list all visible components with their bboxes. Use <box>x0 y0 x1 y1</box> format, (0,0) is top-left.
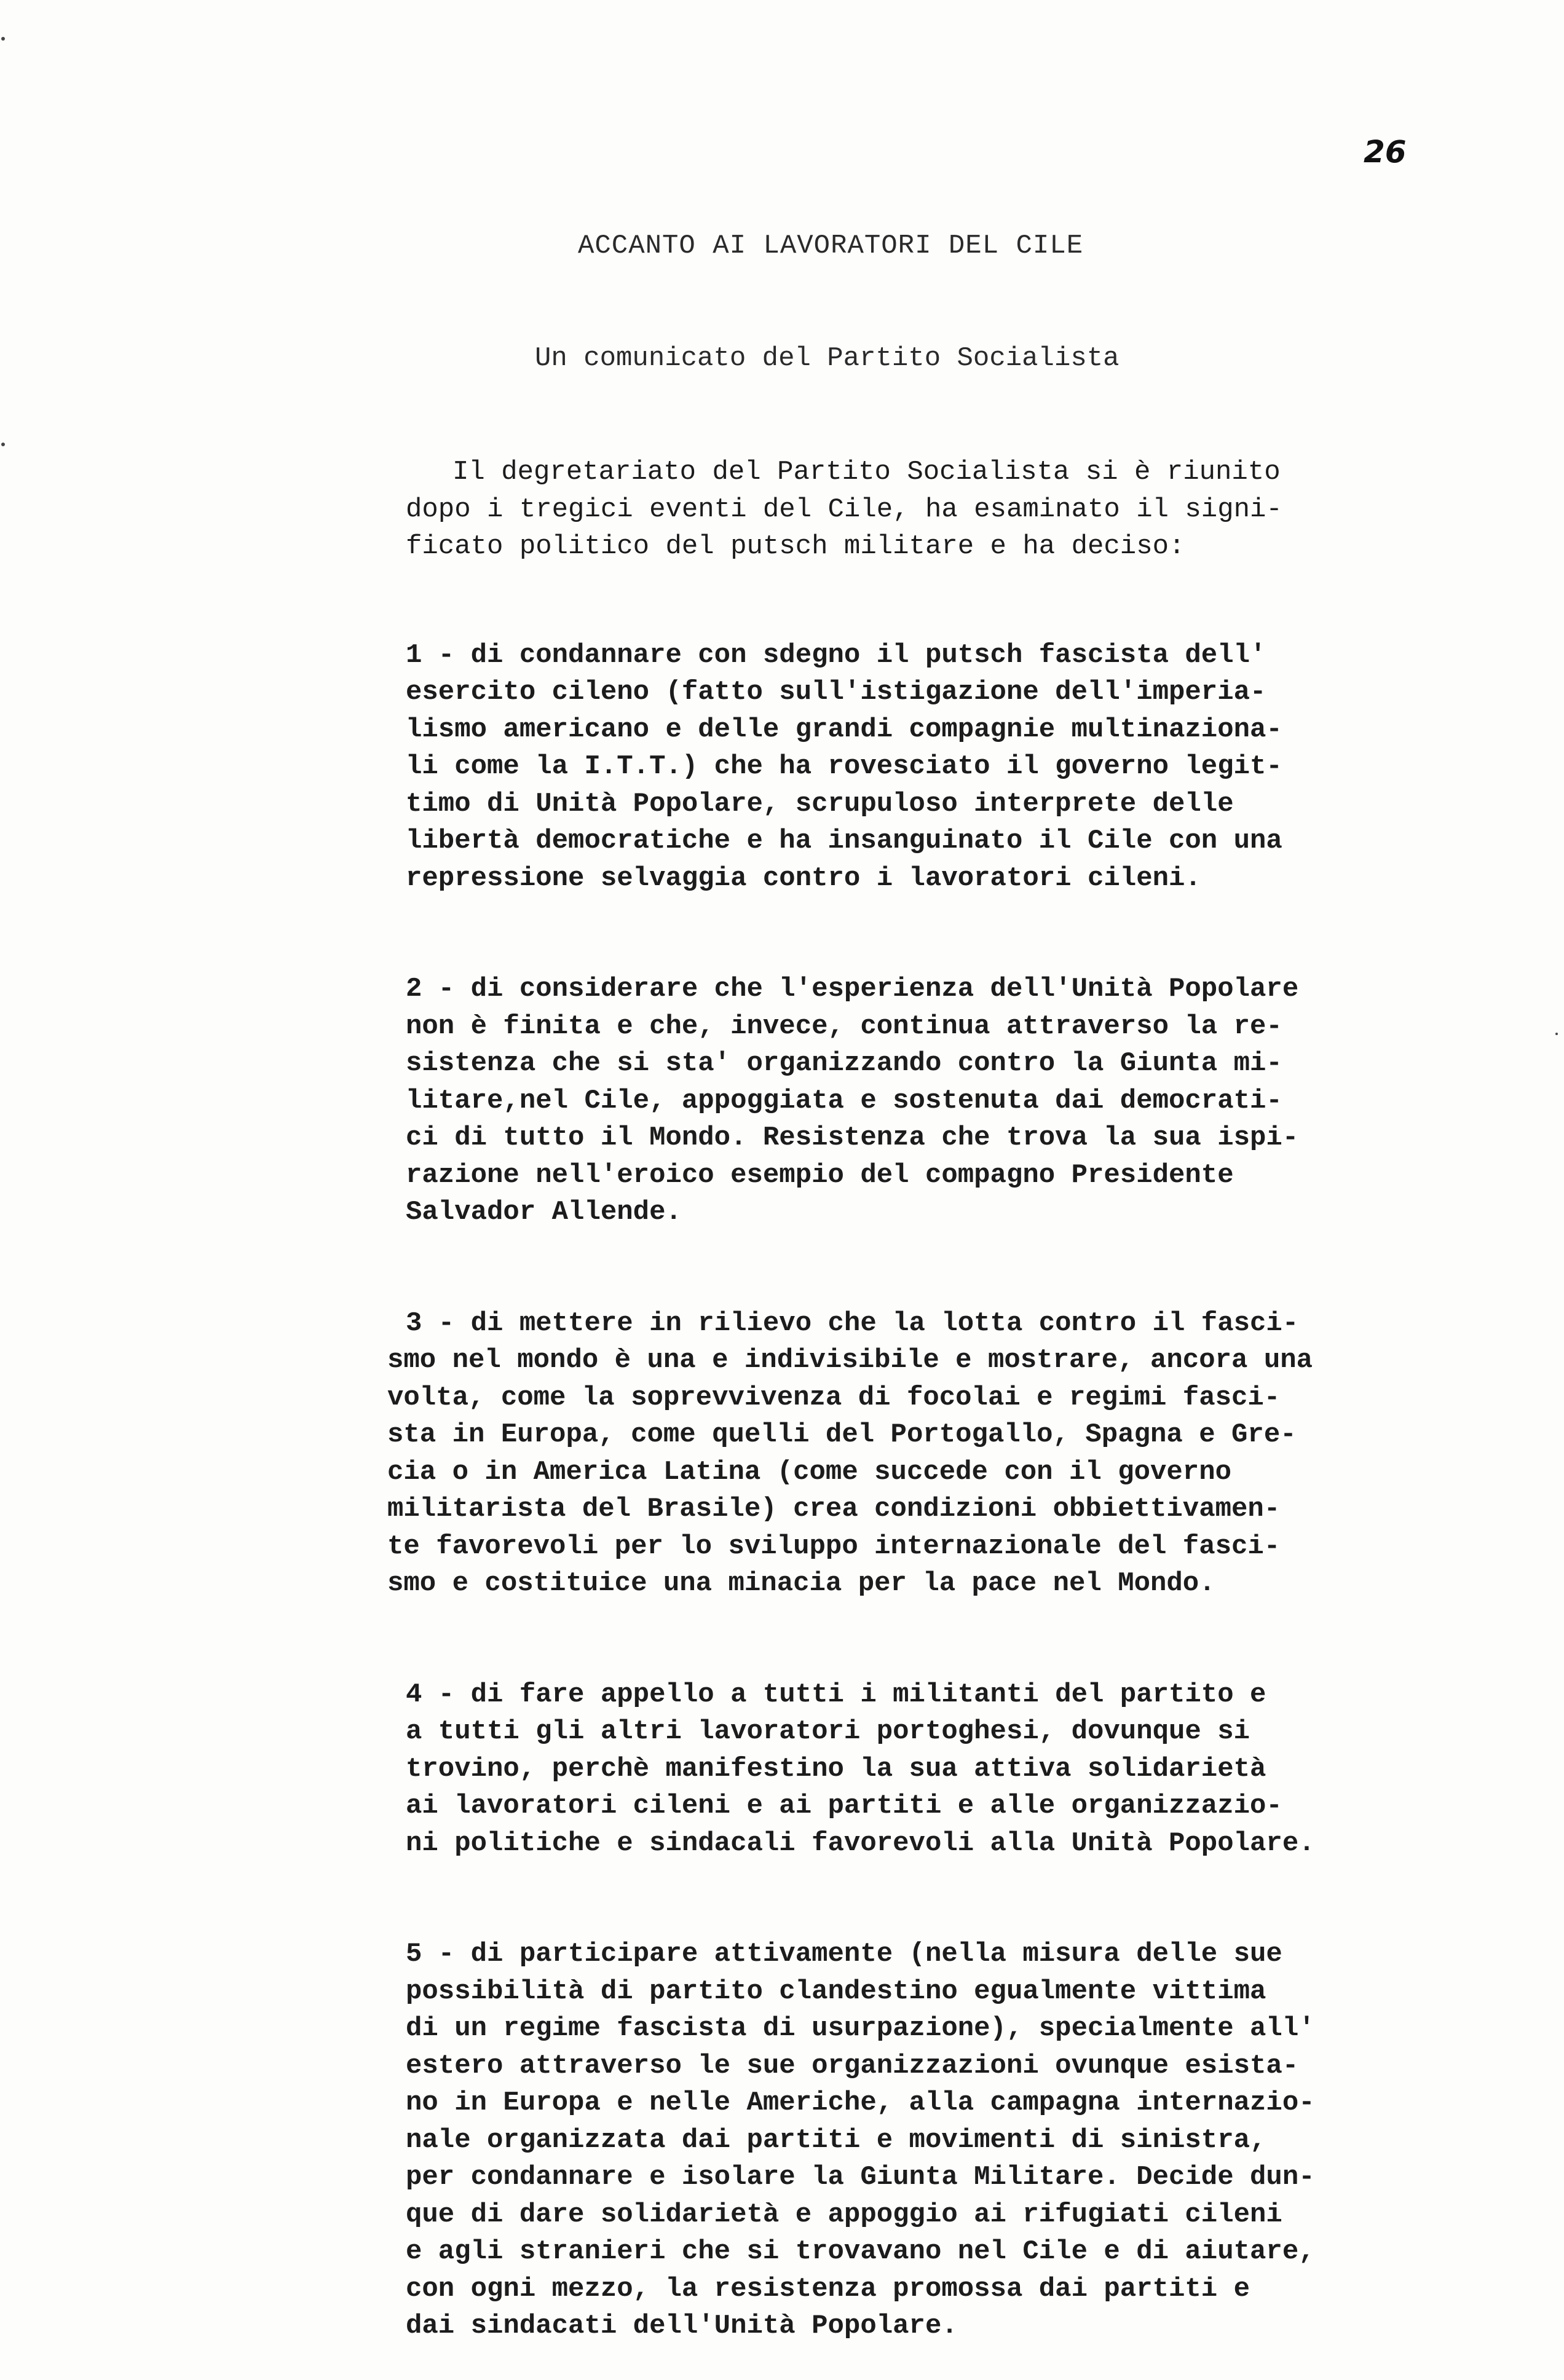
item-line: dai sindacati dell'Unità Popolare. <box>406 2311 958 2341</box>
item-line: 1 - di condannare con sdegno il putsch fascista dell' <box>406 639 1266 671</box>
item-line: sta in Europa, come quelli del Portogallo, Spagna e Gre- <box>387 1419 1297 1450</box>
item-line: lismo americano e delle grandi compagnie multinaziona- <box>406 714 1282 745</box>
document-subtitle: Un comunicato del Partito Socialista <box>535 343 1120 374</box>
item-line: volta, come la soprevvivenza di focolai e regimi fasci- <box>387 1382 1281 1413</box>
item-line: cia o in America Latina (come succede con il governo <box>387 1456 1232 1488</box>
intro-paragraph <box>406 454 1365 565</box>
item-line: possibilità di partito clandestino egualmente vittima <box>406 1976 1266 2007</box>
item-line: e agli stranieri che si trovavano nel Cile e di aiutare, <box>406 2236 1315 2267</box>
document-title: ACCANTO AI LAVORATORI DEL CILE <box>578 231 1084 261</box>
item-line: smo e costituice una minacia per la pace nel Mondo. <box>387 1568 1215 1599</box>
item-line: razione nell'eroico esempio del compagno Presidente <box>406 1159 1234 1191</box>
list-item-2 <box>406 971 1365 1231</box>
item-line: te favorevoli per lo sviluppo internazionale del fasci- <box>387 1531 1281 1562</box>
item-line: ni politiche e sindacali favorevoli alla Unità Popolare. <box>406 1827 1315 1859</box>
list-item-1 <box>406 637 1365 897</box>
item-line: nale organizzata dai partiti e movimenti di sinistra, <box>406 2124 1266 2156</box>
item-line: litare,nel Cile, appoggiata e sostenuta dai democrati- <box>406 1085 1282 1116</box>
item-line: smo nel mondo è una e indivisibile e mostrare, ancora una <box>387 1345 1313 1376</box>
item-line: sistenza che si sta' organizzando contro la Giunta mi- <box>406 1048 1282 1079</box>
scan-speck <box>1 443 5 446</box>
intro-line: dopo i tregici eventi del Cile, ha esaminato il signi- <box>406 494 1282 525</box>
item-line: trovino, perchè manifestino la sua attiva solidarietà <box>406 1753 1266 1784</box>
item-line: di un regime fascista di usurpazione), specialmente all' <box>406 2013 1315 2044</box>
item-line: ci di tutto il Mondo. Resistenza che trova la sua ispi- <box>406 1122 1299 1153</box>
item-line: a tutti gli altri lavoratori portoghesi, dovunque si <box>406 1716 1250 1747</box>
item-line: 3 - di mettere in rilievo che la lotta contro il fasci- <box>406 1307 1299 1339</box>
scan-speck <box>1 37 5 41</box>
item-line: Salvador Allende. <box>406 1197 682 1227</box>
item-line: ai lavoratori cileni e ai partiti e alle organizzazio- <box>406 1791 1282 1821</box>
item-line: 2 - di considerare che l'esperienza dell'Unità Popolare <box>406 974 1299 1004</box>
item-line: que di dare solidarietà e appoggio ai rifugiati cileni <box>406 2199 1282 2230</box>
item-line: 5 - di participare attivamente (nella misura delle sue <box>406 1939 1282 1969</box>
item-line: per condannare e isolare la Giunta Militare. Decide dun- <box>406 2162 1315 2193</box>
page-number: 26 <box>1364 134 1407 170</box>
item-line: libertà democratiche e ha insanguinato il Cile con una <box>406 826 1282 856</box>
item-line: no in Europa e nelle Americhe, alla campagna internazio- <box>406 2087 1315 2118</box>
scan-speck <box>1555 1033 1558 1035</box>
list-item-3 <box>387 1305 1365 1602</box>
item-line: non è finita e che, invece, continua attraverso la re- <box>406 1011 1282 1042</box>
item-line: militarista del Brasile) crea condizioni obbiettivamen- <box>387 1494 1281 1524</box>
item-line: con ogni mezzo, la resistenza promossa dai partiti e <box>406 2273 1250 2304</box>
list-item-4 <box>406 1676 1365 1862</box>
item-line: repressione selvaggia contro i lavoratori cileni. <box>406 862 1201 894</box>
document-body <box>387 454 1365 2345</box>
intro-line: ficato politico del putsch militare e ha deciso: <box>406 531 1185 562</box>
intro-line: Il degretariato del Partito Socialista si è riunito <box>452 457 1281 487</box>
item-line: 4 - di fare appello a tutti i militanti del partito e <box>406 1679 1266 1710</box>
item-line: timo di Unità Popolare, scrupuloso interprete delle <box>406 788 1234 819</box>
item-line: estero attraverso le sue organizzazioni ovunque esista- <box>406 2050 1299 2081</box>
item-line: esercito cileno (fatto sull'istigazione dell'imperia- <box>406 677 1266 707</box>
item-line: li come la I.T.T.) che ha rovesciato il governo legit- <box>406 751 1282 782</box>
list-item-5 <box>406 1936 1365 2345</box>
